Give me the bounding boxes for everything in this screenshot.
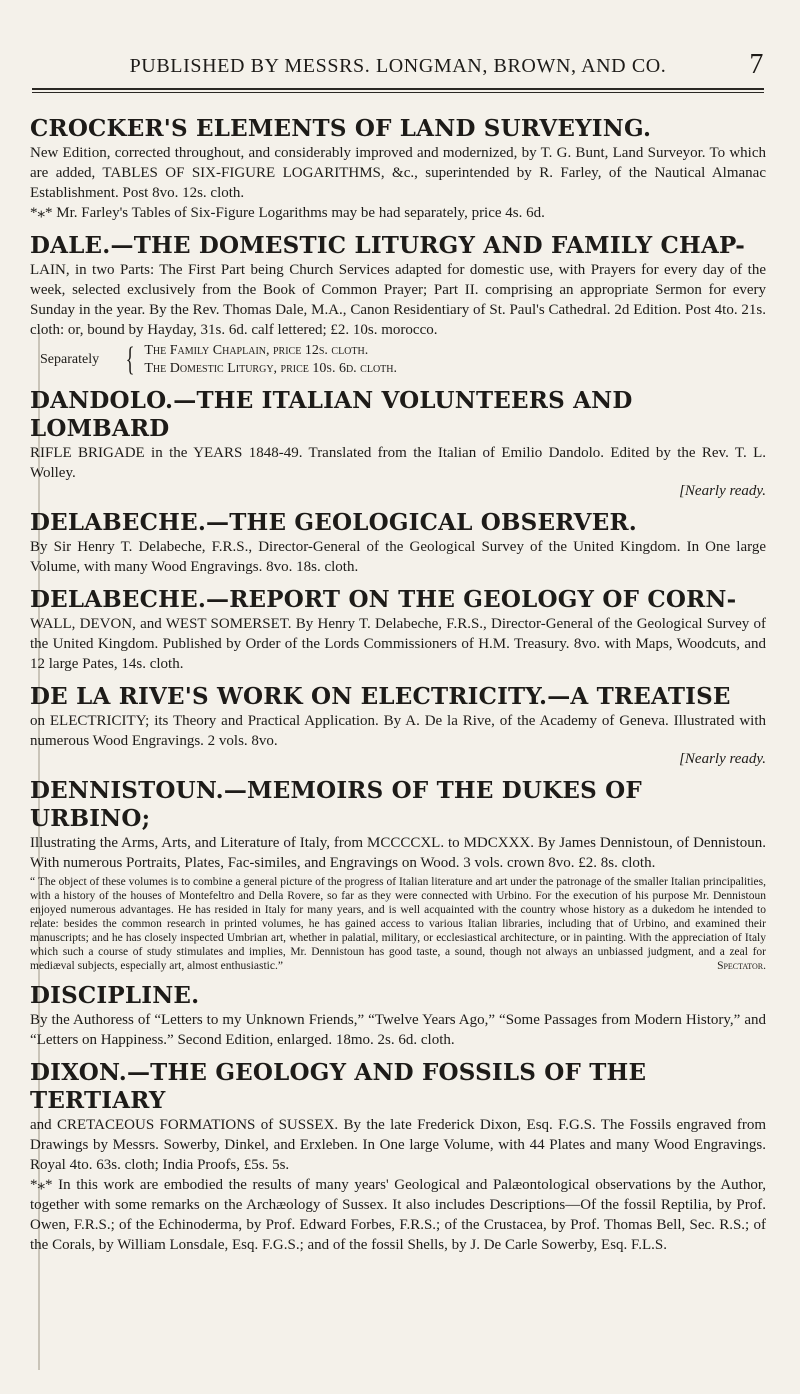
entry-dixon xyxy=(30,1059,766,1255)
page xyxy=(30,0,766,1394)
entry-body: on ELECTRICITY; its Theory and Practical Application. By A. De la Rive, of the Academy of Geneva. Illustrated with numerous Wood Engravings. 2 vols. 8vo. xyxy=(30,713,766,749)
review-quote xyxy=(30,875,766,973)
entry-title: DISCIPLINE. xyxy=(30,982,200,1009)
entry-title: DIXON.—THE GEOLOGY AND FOSSILS OF THE TERTIARY xyxy=(30,1059,647,1114)
entry-body: Illustrating the Arms, Arts, and Literature of Italy, from MCCCCXL. to MDCXXX. By James Dennistoun, of Dennistoun. With numerous Portraits, Plates, Fac-similes, and Engravings on Wood. 3 vols. crown 8vo. £2. 8s. cloth. xyxy=(30,835,766,871)
entry-title: CROCKER'S ELEMENTS OF LAND SURVEYING. xyxy=(30,115,652,142)
entry-delabeche-observer xyxy=(30,509,766,577)
separately-label: Separately xyxy=(40,352,100,367)
entry-note: *⁎* In this work are embodied the results of many years' Geological and Palæontological observations by the Author, together with some remarks on the Archæology of Sussex. It also includes Descriptions—Of the fossil Reptilia, by Prof. Owen, F.R.S.; of the Echinoderma, by Prof. Edward Forbes, F.R.S.; of the Crustacea, by Prof. Thomas Bell, Sec. R.S.; of the Corals, by William Lonsdale, Esq. F.G.S.; and of the fossil Shells, by J. De Carle Sowerby, Esq. F.L.S. xyxy=(30,1177,766,1253)
entry-status: [Nearly ready. xyxy=(679,483,766,499)
header-rule xyxy=(32,88,764,93)
running-header xyxy=(30,49,766,80)
separately-item: The Domestic Liturgy, price 10s. 6d. cloth. xyxy=(144,361,397,376)
page-number: 7 xyxy=(749,49,764,80)
entry-crocker xyxy=(30,115,766,223)
entry-delabeche-report xyxy=(30,586,766,674)
entry-body: and CRETACEOUS FORMATIONS of SUSSEX. By the late Frederick Dixon, Esq. F.G.S. The Fossils engraved from Drawings by Messrs. Sowerby, Dinkel, and Erxleben. In One large Volume, with 44 Plates and many Wood Engravings. Royal 4to. 63s. cloth; India Proofs, £5s. 5s. xyxy=(30,1117,766,1173)
catalogue-listing xyxy=(30,115,766,1264)
entry-body: WALL, DEVON, and WEST SOMERSET. By Henry T. Delabeche, F.R.S., Director-General of the Geological Survey of the United Kingdom. Published by Order of the Lords Commissioners of H.M. Treasury. 8vo. with Maps, Woodcuts, and 12 large Pates, 14s. cloth. xyxy=(30,616,766,672)
entry-body: RIFLE BRIGADE in the YEARS 1848-49. Translated from the Italian of Emilio Dandolo. Edited by the Rev. T. L. Wolley. xyxy=(30,445,766,481)
entry-note: *⁎* Mr. Farley's Tables of Six-Figure Logarithms may be had separately, price 4s. 6d. xyxy=(30,205,545,221)
entry-body: By the Authoress of “Letters to my Unknown Friends,” “Twelve Years Ago,” “Some Passages from Modern History,” and “Letters on Happiness.” Second Edition, enlarged. 18mo. 2s. 6d. cloth. xyxy=(30,1012,766,1048)
brace-glyph: { xyxy=(125,341,135,378)
entry-dandolo xyxy=(30,387,766,500)
entry-body: By Sir Henry T. Delabeche, F.R.S., Director-General of the Geological Survey of the United Kingdom. In One large Volume, with many Wood Engravings. 8vo. 18s. cloth. xyxy=(30,539,766,575)
entry-title: DENNISTOUN.—MEMOIRS OF THE DUKES OF URBINO; xyxy=(30,777,642,832)
entry-dale xyxy=(30,232,766,378)
entry-title: DANDOLO.—THE ITALIAN VOLUNTEERS AND LOMBARD xyxy=(30,387,633,442)
entry-title: DALE.—THE DOMESTIC LITURGY AND FAMILY CHAP- xyxy=(30,232,745,259)
entry-body: New Edition, corrected throughout, and considerably improved and modernized, by T. G. Bunt, Land Surveyor. To which are added, TABLES OF SIX-FIGURE LOGARITHMS, &c., superintended by R. Farley, of the Nautical Almanac Establishment. Post 8vo. 12s. cloth. xyxy=(30,145,766,201)
separately-item: The Family Chaplain, price 12s. cloth. xyxy=(144,343,369,358)
entry-body: LAIN, in two Parts: The First Part being Church Services adapted for domestic use, with Prayers for every day of the week, selected exclusively from the Book of Common Prayer; Part II. comprising an appropriate Sermon for every Sunday in the year. By the Rev. Thomas Dale, M.A., Canon Residentiary of St. Paul's Cathedral. 2d Edition. Post 4to. 21s. cloth: or, bound by Hayday, 31s. 6d. calf lettered; £2. 10s. morocco. xyxy=(30,262,766,338)
entry-title: DELABECHE.—REPORT ON THE GEOLOGY OF CORN- xyxy=(30,586,737,613)
entry-discipline xyxy=(30,982,766,1050)
entry-dennistoun xyxy=(30,777,766,973)
entry-delarive xyxy=(30,683,766,768)
separately-group xyxy=(40,342,766,378)
entry-title: DE LA RIVE'S WORK ON ELECTRICITY.—A TREATISE xyxy=(30,683,731,710)
entry-status: [Nearly ready. xyxy=(679,751,766,767)
review-text: “ The object of these volumes is to combine a general picture of the progress of Italian literature and art under the patronage of the smaller Italian principalities, with a history of the houses of Montefeltro and Della Rovere, so far as they were connected with Urbino. For the execution of his purpose Mr. Dennistoun enjoyed numerous advantages. He has resided in Italy for many years, and is well acquainted with the country whose history as a dukedom he intended to relate: besides the common research in printed volumes, he has gained access to various Italian libraries, including that of Urbino, and examined their manuscripts; and he has closely inspected Umbrian art, whether in palatial, military, or ecclesiastical architecture, or in painting. With the appreciation of Italy which such a course of study stimulates and implies, Mr. Dennistoun has good taste, a sound, though not always an unbiassed judgment, and a zeal for mediæval subjects, especially art, almost enthusiastic.” xyxy=(30,876,766,972)
review-source: Spectator. xyxy=(717,960,766,972)
entry-title: DELABECHE.—THE GEOLOGICAL OBSERVER. xyxy=(30,509,637,536)
publisher-line: PUBLISHED BY MESSRS. LONGMAN, BROWN, AND CO. xyxy=(129,55,667,77)
